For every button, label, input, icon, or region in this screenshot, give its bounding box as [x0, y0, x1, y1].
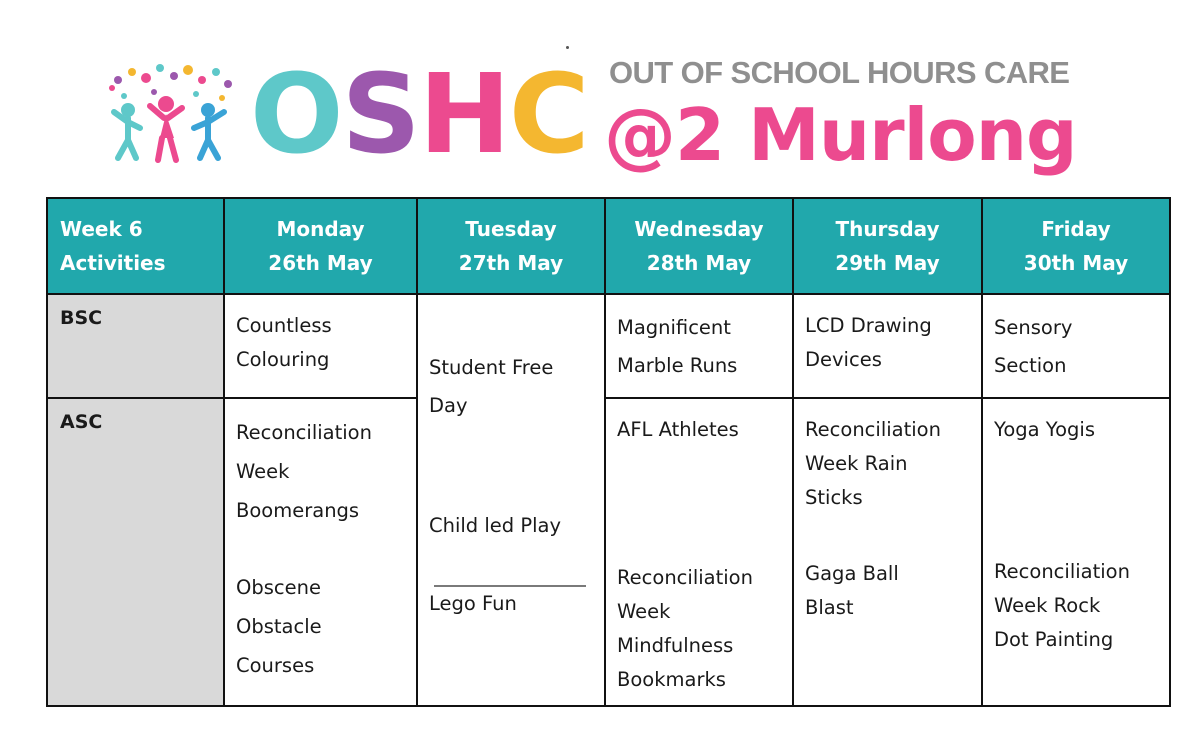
activity-line: Dot Painting: [994, 628, 1114, 651]
activity-line: AFL Athletes: [617, 418, 739, 441]
day-header-wednesday: [605, 198, 793, 294]
activity-line: Countless: [236, 314, 332, 337]
activity-line: Week: [617, 600, 671, 623]
activity-line: Week Rock: [994, 594, 1101, 617]
activity-line: Magnificent: [617, 316, 731, 339]
activity-line: Sticks: [805, 486, 863, 509]
day-header-tuesday: [417, 198, 605, 294]
activity-line: Reconciliation: [994, 560, 1130, 583]
activities-label: Activities: [60, 251, 166, 275]
activity-line: Courses: [236, 654, 315, 677]
week-label-cell: [47, 198, 224, 294]
activity-line: Blast: [805, 596, 854, 619]
day-date: 30th May: [1023, 251, 1129, 275]
day-date: 29th May: [835, 251, 940, 275]
asc-label: ASC: [47, 398, 224, 706]
tuesday-cell: [417, 294, 605, 706]
activity-line: Day: [429, 394, 468, 417]
activity-line: Obscene: [236, 576, 321, 599]
activity-line: Child led Play: [429, 514, 562, 537]
day-header-monday: [224, 198, 417, 294]
header-row: [47, 198, 1170, 294]
wednesday-bsc-cell: [605, 294, 793, 398]
activity-line: LCD Drawing: [805, 314, 932, 337]
monday-asc-cell: [224, 398, 417, 706]
activity-line: Sensory: [994, 316, 1073, 339]
day-name: Wednesday: [634, 217, 764, 241]
activity-line: Week Rain: [805, 452, 908, 475]
asc-row: [47, 398, 1170, 706]
activity-line: Devices: [805, 348, 882, 371]
day-date: 27th May: [458, 251, 564, 275]
week-label: Week 6: [60, 217, 143, 241]
activity-line: Marble Runs: [617, 354, 738, 377]
wednesday-asc-cell: [605, 398, 793, 706]
activity-line: Obstacle: [236, 615, 322, 638]
bsc-row: [47, 294, 1170, 398]
activity-line: Section: [994, 354, 1067, 377]
activity-line: Reconciliation: [805, 418, 941, 441]
activity-line: Colouring: [236, 348, 330, 371]
thursday-asc-cell: [793, 398, 982, 706]
friday-asc-cell: [982, 398, 1170, 706]
speck-mark: [566, 46, 569, 49]
cell-divider: [434, 585, 586, 587]
activity-line: Bookmarks: [617, 668, 726, 691]
day-header-friday: [982, 198, 1170, 294]
activity-line: Week: [236, 460, 290, 483]
day-name: Tuesday: [465, 217, 557, 241]
bsc-label: BSC: [47, 294, 224, 398]
day-date: 28th May: [646, 251, 752, 275]
day-date: 26th May: [268, 251, 373, 275]
tagline: OUT OF SCHOOL HOURS CARE: [609, 55, 1070, 90]
brand-letter: H: [418, 50, 509, 178]
activity-line: Mindfulness: [617, 634, 734, 657]
activity-line: Student Free: [429, 356, 554, 379]
monday-bsc-cell: [224, 294, 417, 398]
activity-line: Lego Fun: [429, 592, 517, 615]
day-header-thursday: [793, 198, 982, 294]
thursday-bsc-cell: [793, 294, 982, 398]
day-name: Friday: [1041, 217, 1111, 241]
activity-line: Reconciliation: [617, 566, 753, 589]
day-name: Monday: [276, 217, 365, 241]
brand-letter: O: [250, 50, 342, 178]
activities-table: [46, 197, 1171, 707]
friday-bsc-cell: [982, 294, 1170, 398]
brand-letter: S: [341, 50, 419, 178]
activity-line: Reconciliation: [236, 421, 372, 444]
brand-logo-text: [250, 50, 588, 178]
children-jumping-icon: [104, 58, 244, 166]
activity-line: Yoga Yogis: [994, 418, 1095, 441]
day-name: Thursday: [835, 217, 940, 241]
brand-letter: C: [508, 50, 588, 178]
activity-line: Gaga Ball: [805, 562, 899, 585]
activity-line: Boomerangs: [236, 499, 360, 522]
location-title: @2 Murlong: [604, 93, 1077, 177]
